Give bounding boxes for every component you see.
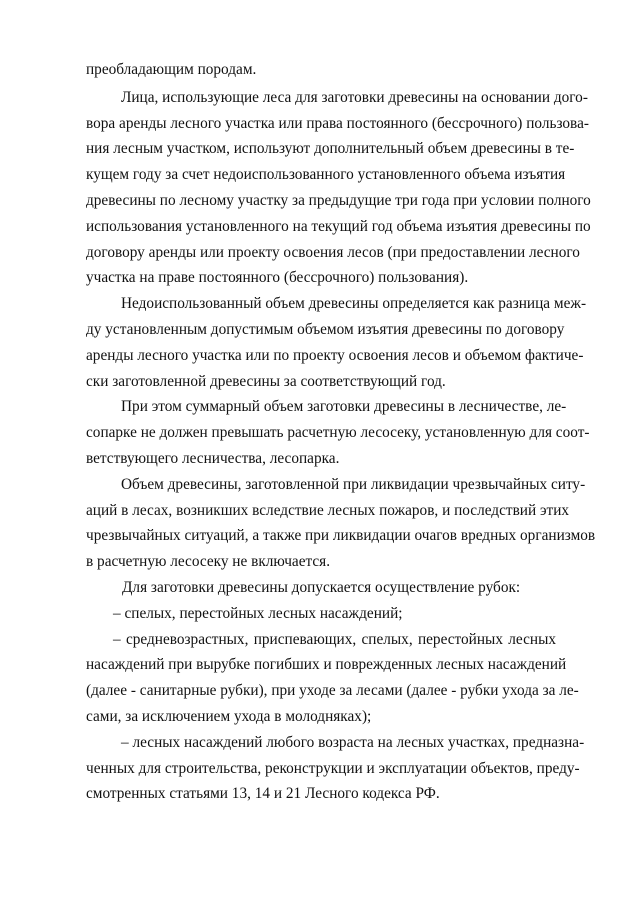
text-line: вора аренды лесного участка или права постоянного (бессрочного) пользова- [86,114,589,132]
list-item: – лесных насаждений любого возраста на лесных участках, предназна- [121,733,585,751]
text-line: (далее - санитарные рубки), при уходе за лесами (далее - рубки ухода за ле- [86,682,579,700]
text-line: использования установленного на текущий год объема изъятия древесины по [86,217,591,235]
text-line: Лица, использующие леса для заготовки древесины на основании дого- [121,88,588,106]
text-line: ченных для строительства, реконструкции и эксплуатации объектов, преду- [86,759,580,777]
text-line: участка на праве постоянного (бессрочного) пользования). [86,269,469,287]
text-line: Объем древесины, заготовленной при ликвидации чрезвычайных ситу- [121,475,586,493]
text-line: в расчетную лесосеку не включается. [86,553,331,571]
text-line: Для заготовки древесины допускается осуществление рубок: [122,578,521,596]
text-line: аренды лесного участка или по проекту освоения лесов и объемом фактиче- [86,346,584,364]
text-line: древесины по лесному участку за предыдущие три года при условии полного [86,191,591,209]
text-line: смотренных статьями 13, 14 и 21 Лесного кодекса РФ. [86,785,440,803]
paragraph [86,601,556,627]
text-line: При этом суммарный объем заготовки древесины в лесничестве, ле- [121,398,567,416]
paragraph [86,575,556,601]
document-body [86,57,596,807]
paragraph [86,472,596,575]
paragraph [86,730,585,807]
text-line: договору аренды или проекту освоения лесов (при предоставлении лесного [86,243,580,261]
text-line: кущем году за счет недоиспользованного установленного объема изъятия [86,166,566,184]
paragraph [86,627,579,730]
list-item: – спелых, перестойных лесных насаждений; [113,604,403,622]
text-line: сопарке не должен превышать расчетную лесосеку, установленную для соот- [86,424,590,442]
paragraph [86,291,587,394]
text-line: Недоиспользованный объем древесины определяется как разница меж- [121,295,587,313]
paragraph [86,57,556,83]
text-line: насаждений при вырубке погибших и поврежденных лесных насаждений [86,656,567,674]
list-item: – средневозрастных, приспевающих, спелых, перестойных лесных [113,630,556,648]
text-line: ния лесным участком, используют дополнительный объем древесины в те- [86,140,575,158]
text-line: ветствующего лесничества, лесопарка. [86,449,340,467]
text-line: чрезвычайных ситуаций, а также при ликвидации очагов вредных организмов [86,527,596,545]
text-line: преобладающим породам. [86,61,257,78]
text-line: ду установленным допустимым объемом изъятия древесины по договору [86,320,565,338]
text-line: сами, за исключением ухода в молодняках); [86,707,372,725]
text-line: ски заготовленной древесины за соответствующий год. [86,372,446,390]
text-line: аций в лесах, возникших вследствие лесных пожаров, и последствий этих [86,501,570,519]
paragraph [86,85,591,291]
paragraph [86,394,590,471]
